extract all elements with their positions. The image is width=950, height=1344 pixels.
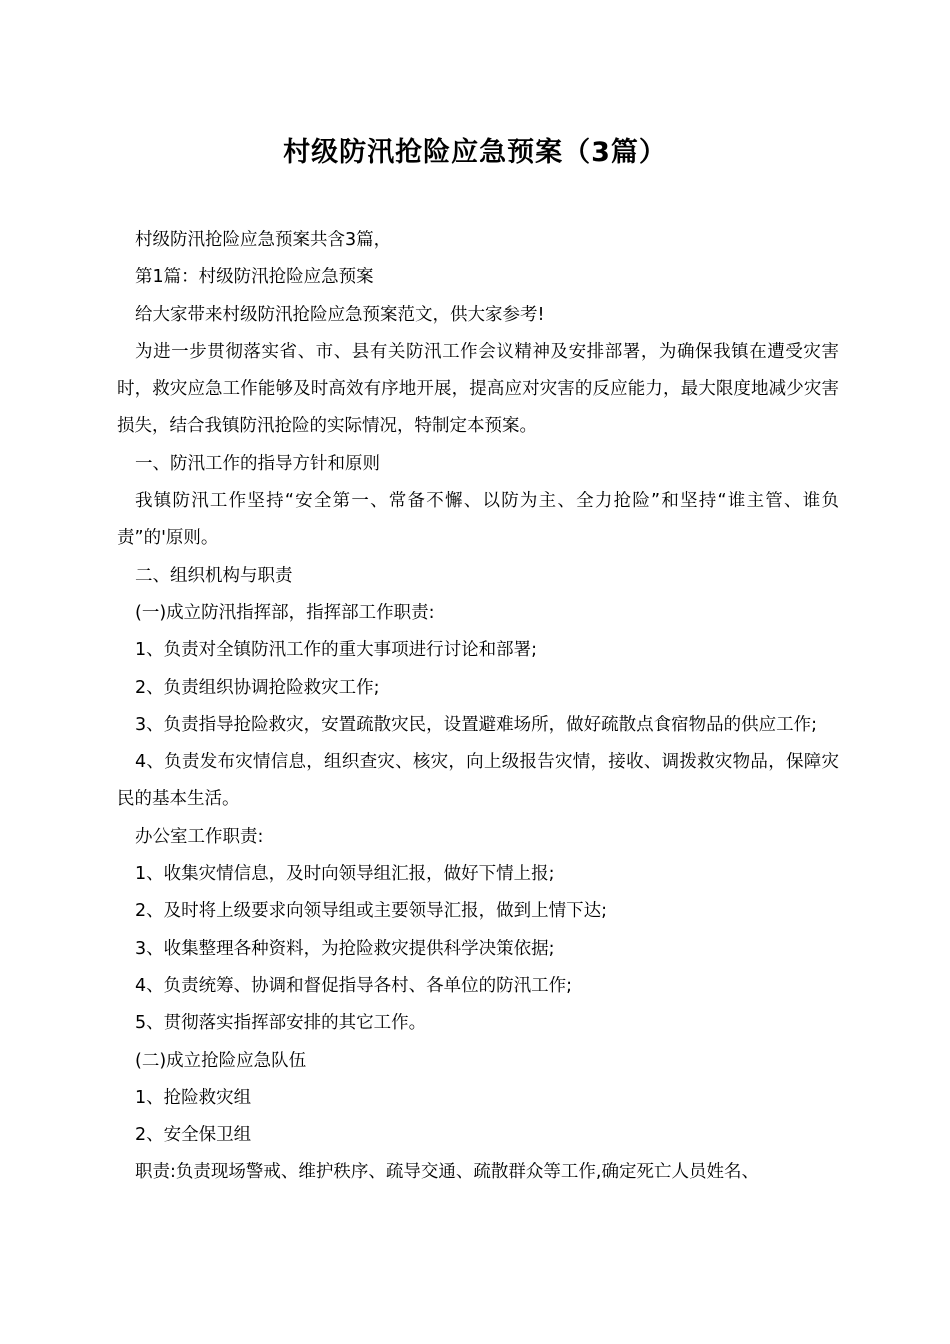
- list-item-1: 1、负责对全镇防汛工作的重大事项进行讨论和部署;: [135, 640, 538, 661]
- document-body: [117, 222, 839, 1192]
- paragraph-6: 我镇防汛工作坚持“安全第一、常备不懈、以防为主、全力抢险”和坚持“谁主管、谁负责”的'原则。: [117, 491, 839, 549]
- subsection-heading-1: (一)成立防汛指挥部，指挥部工作职责:: [135, 602, 435, 623]
- paragraph-4: 为进一步贯彻落实省、市、县有关防汛工作会议精神及安排部署，为确保我镇在遭受灾害时，救灾应急工作能够及时高效有序地开展，提高应对灾害的反应能力，最大限度地减少灾害损失，结合我镇防汛抢险的实际情况，特制定本预案。: [117, 341, 839, 437]
- section-heading-1: 一、防汛工作的指导方针和原则: [135, 453, 380, 474]
- office-duties-heading: 办公室工作职责:: [135, 826, 264, 847]
- paragraph-2: 第1篇：村级防汛抢险应急预案: [135, 267, 374, 288]
- document-title: 村级防汛抢险应急预案（3篇）: [283, 137, 667, 168]
- duties-paragraph: 职责:负责现场警戒、维护秩序、疏导交通、疏散群众等工作,确定死亡人员姓名、: [135, 1162, 759, 1183]
- subsection-heading-2: (二)成立抢险应急队伍: [135, 1050, 307, 1071]
- office-item-1: 1、收集灾情信息，及时向领导组汇报，做好下情上报;: [135, 864, 555, 885]
- office-item-5: 5、贯彻落实指挥部安排的其它工作。: [135, 1013, 427, 1034]
- team-item-2: 2、安全保卫组: [135, 1125, 252, 1146]
- paragraph-1: 村级防汛抢险应急预案共含3篇，: [135, 230, 392, 250]
- office-item-4: 4、负责统筹、协调和督促指导各村、各单位的防汛工作;: [135, 975, 573, 996]
- list-item-3: 3、负责指导抢险救灾，安置疏散灾民，设置避难场所，做好疏散点食宿物品的供应工作;: [135, 714, 818, 735]
- office-item-2: 2、及时将上级要求向领导组或主要领导汇报，做到上情下达;: [135, 901, 608, 922]
- team-item-1: 1、抢险救灾组: [135, 1087, 252, 1108]
- list-item-4: 4、负责发布灾情信息，组织查灾、核灾，向上级报告灾情，接收、调拨救灾物品，保障灾民的基本生活。: [117, 752, 839, 810]
- office-item-3: 3、收集整理各种资料，为抢险救灾提供科学决策依据;: [135, 938, 555, 959]
- paragraph-3: 给大家带来村级防汛抢险应急预案范文，供大家参考!: [135, 304, 545, 325]
- section-heading-2: 二、组织机构与职责: [135, 565, 293, 586]
- list-item-2: 2、负责组织协调抢险救灾工作;: [135, 677, 380, 698]
